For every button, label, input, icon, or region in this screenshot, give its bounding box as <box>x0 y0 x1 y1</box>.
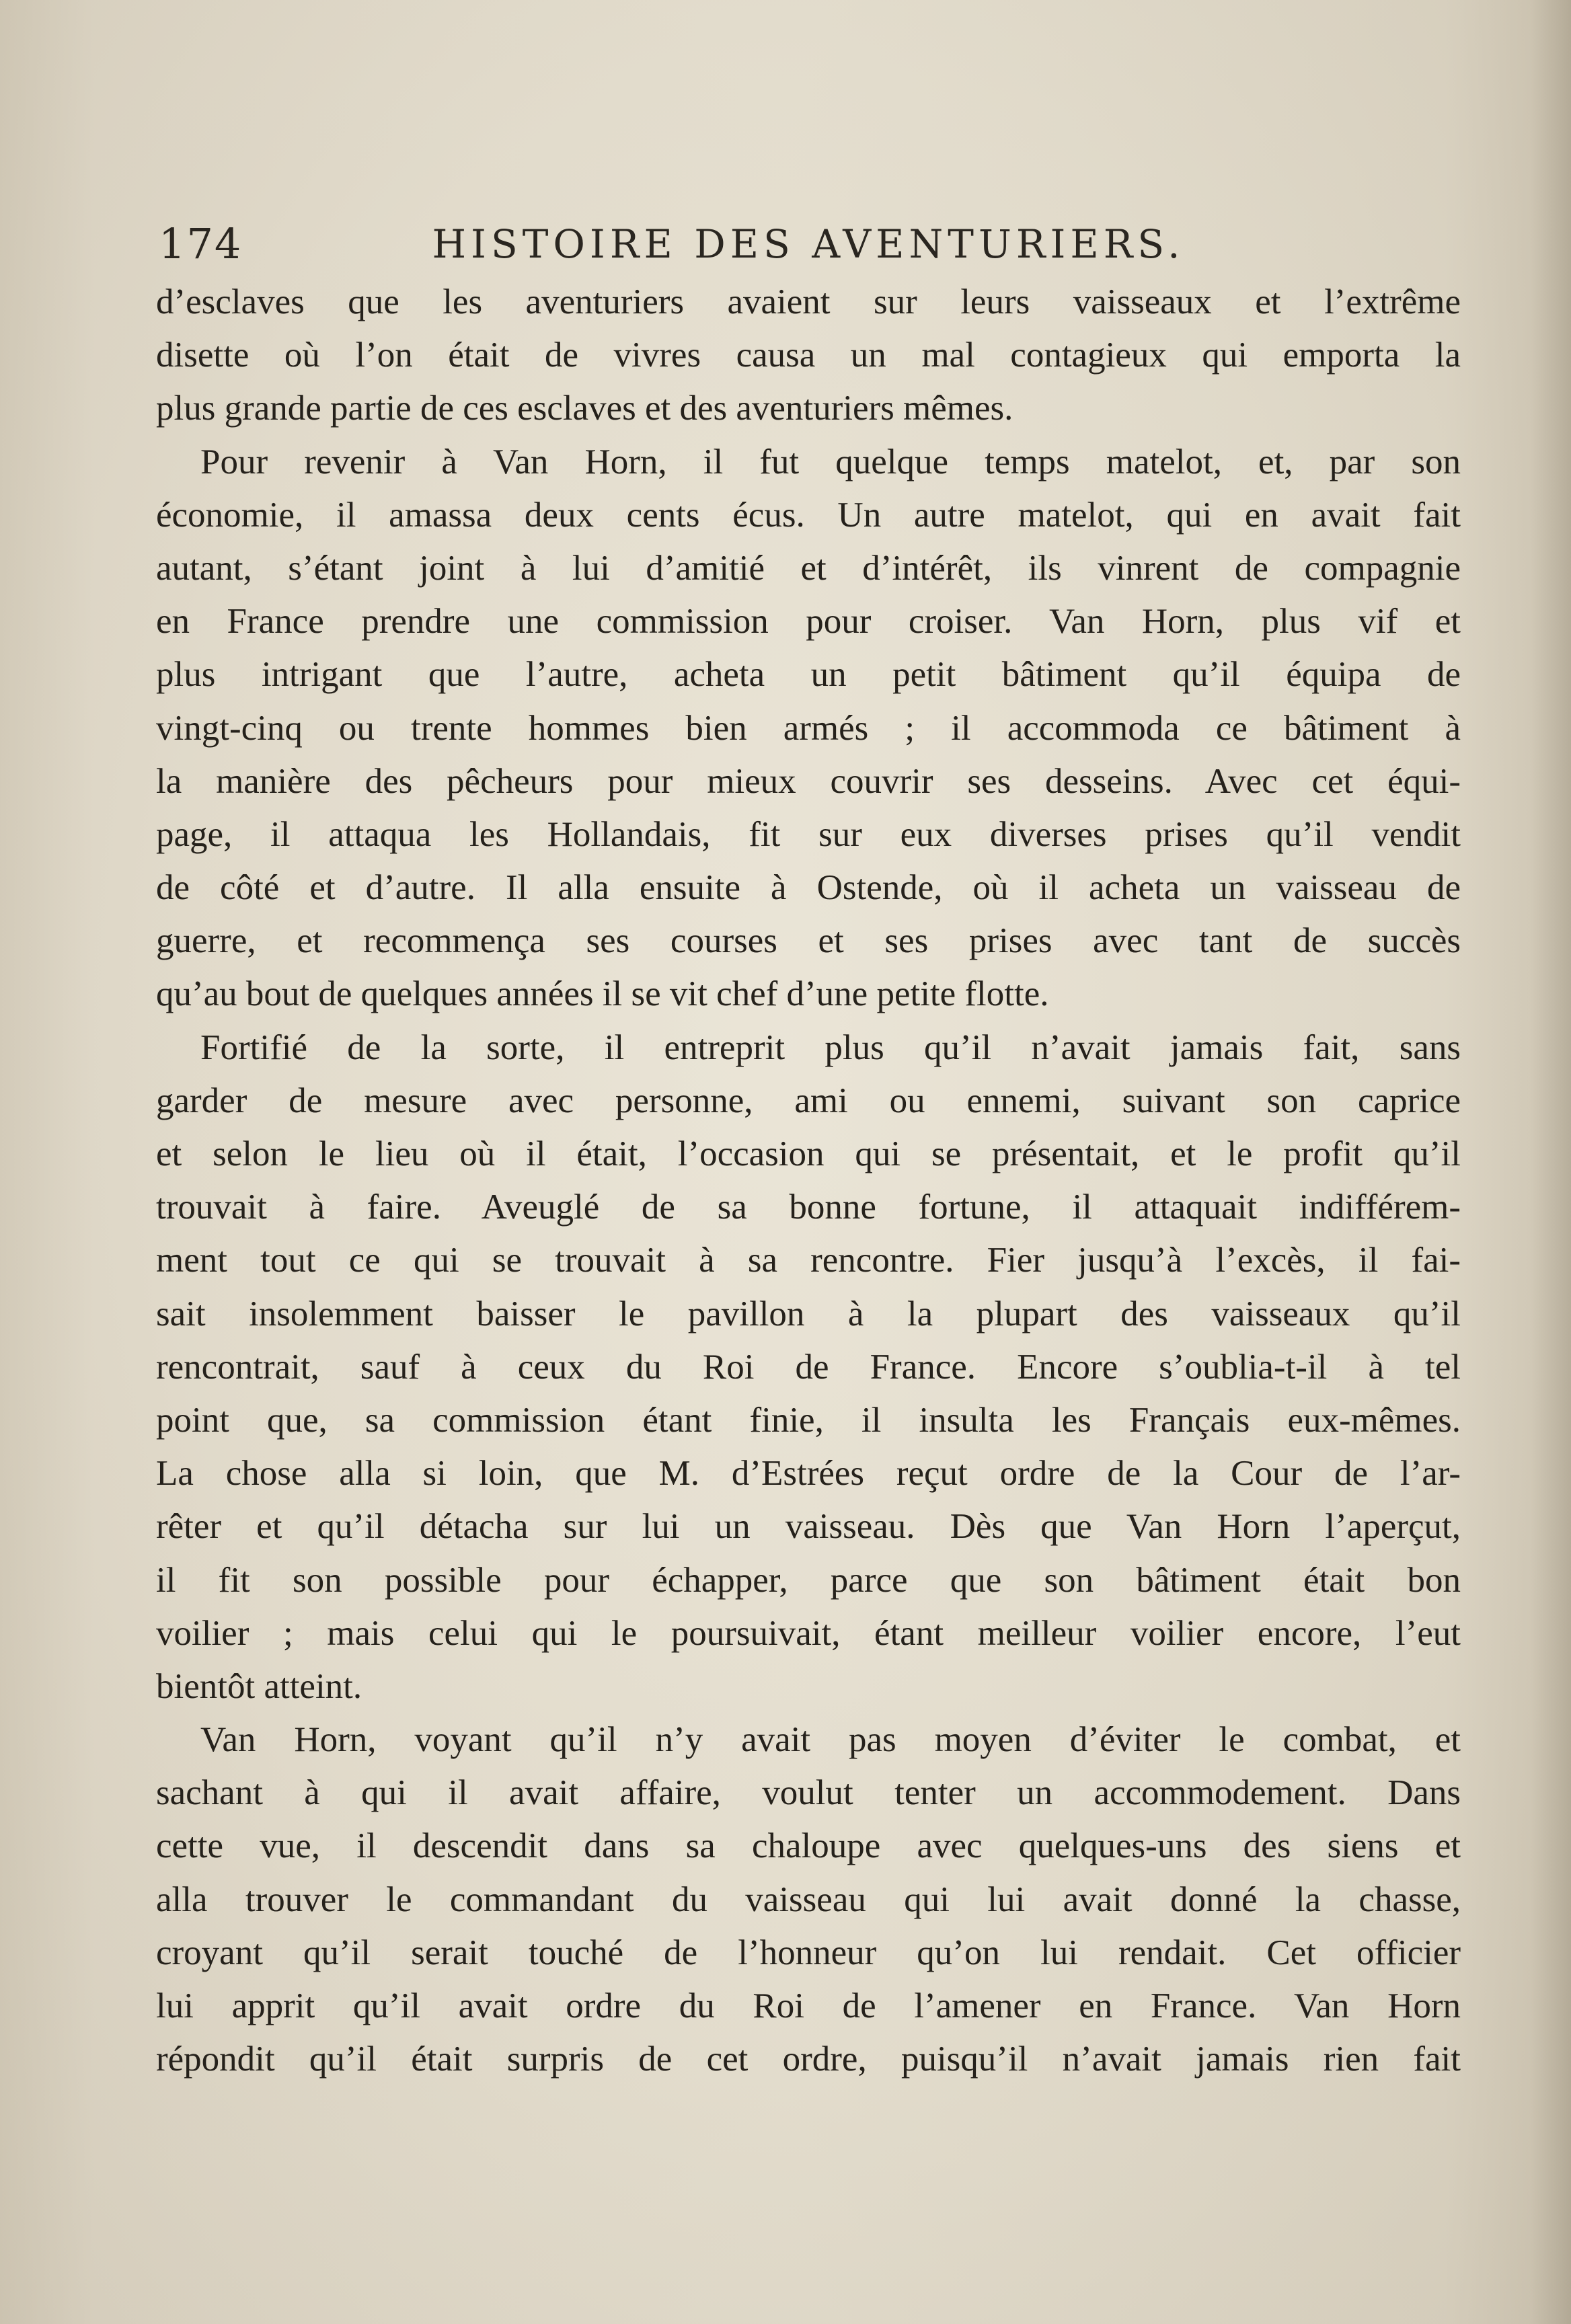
text-line: de côté et d’autre. Il alla ensuite à Ostende, où il acheta un vaisseau de <box>156 868 1461 908</box>
text-line: qu’au bout de quelques années il se vit chef d’une petite flotte. <box>156 974 1049 1014</box>
text-line: croyant qu’il serait touché de l’honneur qu’on lui rendait. Cet officier <box>156 1933 1461 1972</box>
text-line: répondit qu’il était surpris de cet ordre, puisqu’il n’avait jamais rien fait <box>156 2040 1461 2079</box>
paragraph-4 <box>156 1713 1461 2086</box>
paragraph-1 <box>156 276 1461 436</box>
text-line: en France prendre une commission pour croiser. Van Horn, plus vif et <box>156 602 1461 642</box>
text-line: rencontrait, sauf à ceux du Roi de France. Encore s’oublia-t-il à tel <box>156 1347 1461 1387</box>
running-title: HISTOIRE DES AVENTURIERS. <box>432 221 1185 267</box>
text-line: Fortifié de la sorte, il entreprit plus qu’il n’avait jamais fait, sans <box>200 1028 1461 1067</box>
text-line: vingt-cinq ou trente hommes bien armés ; il accommoda ce bâtiment à <box>156 708 1461 748</box>
text-line: économie, il amassa deux cents écus. Un autre matelot, qui en avait fait <box>156 495 1461 535</box>
text-line: point que, sa commission étant finie, il insulta les Français eux-mêmes. <box>156 1400 1461 1440</box>
text-line: rêter et qu’il détacha sur lui un vaisseau. Dès que Van Horn l’aperçut, <box>156 1507 1461 1547</box>
paragraph-2 <box>156 436 1461 1021</box>
text-line: garder de mesure avec personne, ami ou ennemi, suivant son caprice <box>156 1081 1461 1120</box>
text-line: il fit son possible pour échapper, parce que son bâtiment était bon <box>156 1560 1461 1600</box>
text-line: voilier ; mais celui qui le poursuivait, étant meilleur voilier encore, l’eut <box>156 1613 1461 1653</box>
text-line: page, il attaqua les Hollandais, fit sur eux diverses prises qu’il vendit <box>156 814 1461 854</box>
text-line: la manière des pêcheurs pour mieux couvrir ses desseins. Avec cet équi- <box>156 761 1461 801</box>
text-line: d’esclaves que les aventuriers avaient sur leurs vaisseaux et l’extrême <box>156 282 1461 321</box>
text-line: trouvait à faire. Aveuglé de sa bonne fortune, il attaquait indifférem- <box>156 1188 1461 1227</box>
text-line: ment tout ce qui se trouvait à sa rencontre. Fier jusqu’à l’excès, il fai- <box>156 1241 1461 1280</box>
text-line: disette où l’on était de vivres causa un mal contagieux qui emporta la <box>156 336 1461 375</box>
text-line: sait insolemment baisser le pavillon à la plupart des vaisseaux qu’il <box>156 1294 1461 1333</box>
text-line: Van Horn, voyant qu’il n’y avait pas moyen d’éviter le combat, et <box>200 1720 1461 1760</box>
text-line: et selon le lieu où il était, l’occasion qui se présentait, et le profit qu’il <box>156 1134 1461 1173</box>
text-line: cette vue, il descendit dans sa chaloupe avec quelques-uns des siens et <box>156 1826 1461 1866</box>
page-edge-shadow <box>1531 0 1571 2324</box>
text-line: lui apprit qu’il avait ordre du Roi de l’amener en France. Van Horn <box>156 1986 1461 2025</box>
page-header <box>156 214 1461 274</box>
text-line: guerre, et recommença ses courses et ses prises avec tant de succès <box>156 921 1461 961</box>
text-line: La chose alla si loin, que M. d’Estrées reçut ordre de la Cour de l’ar- <box>156 1454 1461 1494</box>
body-text <box>156 276 1461 2086</box>
paragraph-3 <box>156 1021 1461 1713</box>
text-line: bientôt atteint. <box>156 1666 362 1706</box>
text-line: sachant à qui il avait affaire, voulut tenter un accommodement. Dans <box>156 1773 1461 1813</box>
page-number: 174 <box>159 219 243 268</box>
text-line: Pour revenir à Van Horn, il fut quelque temps matelot, et, par son <box>200 442 1461 481</box>
text-line: plus grande partie de ces esclaves et des aventuriers mêmes. <box>156 389 1013 428</box>
text-line: alla trouver le commandant du vaisseau qui lui avait donné la chasse, <box>156 1880 1461 1919</box>
text-line: autant, s’étant joint à lui d’amitié et d’intérêt, ils vinrent de compagnie <box>156 548 1461 588</box>
text-line: plus intrigant que l’autre, acheta un petit bâtiment qu’il équipa de <box>156 655 1461 695</box>
